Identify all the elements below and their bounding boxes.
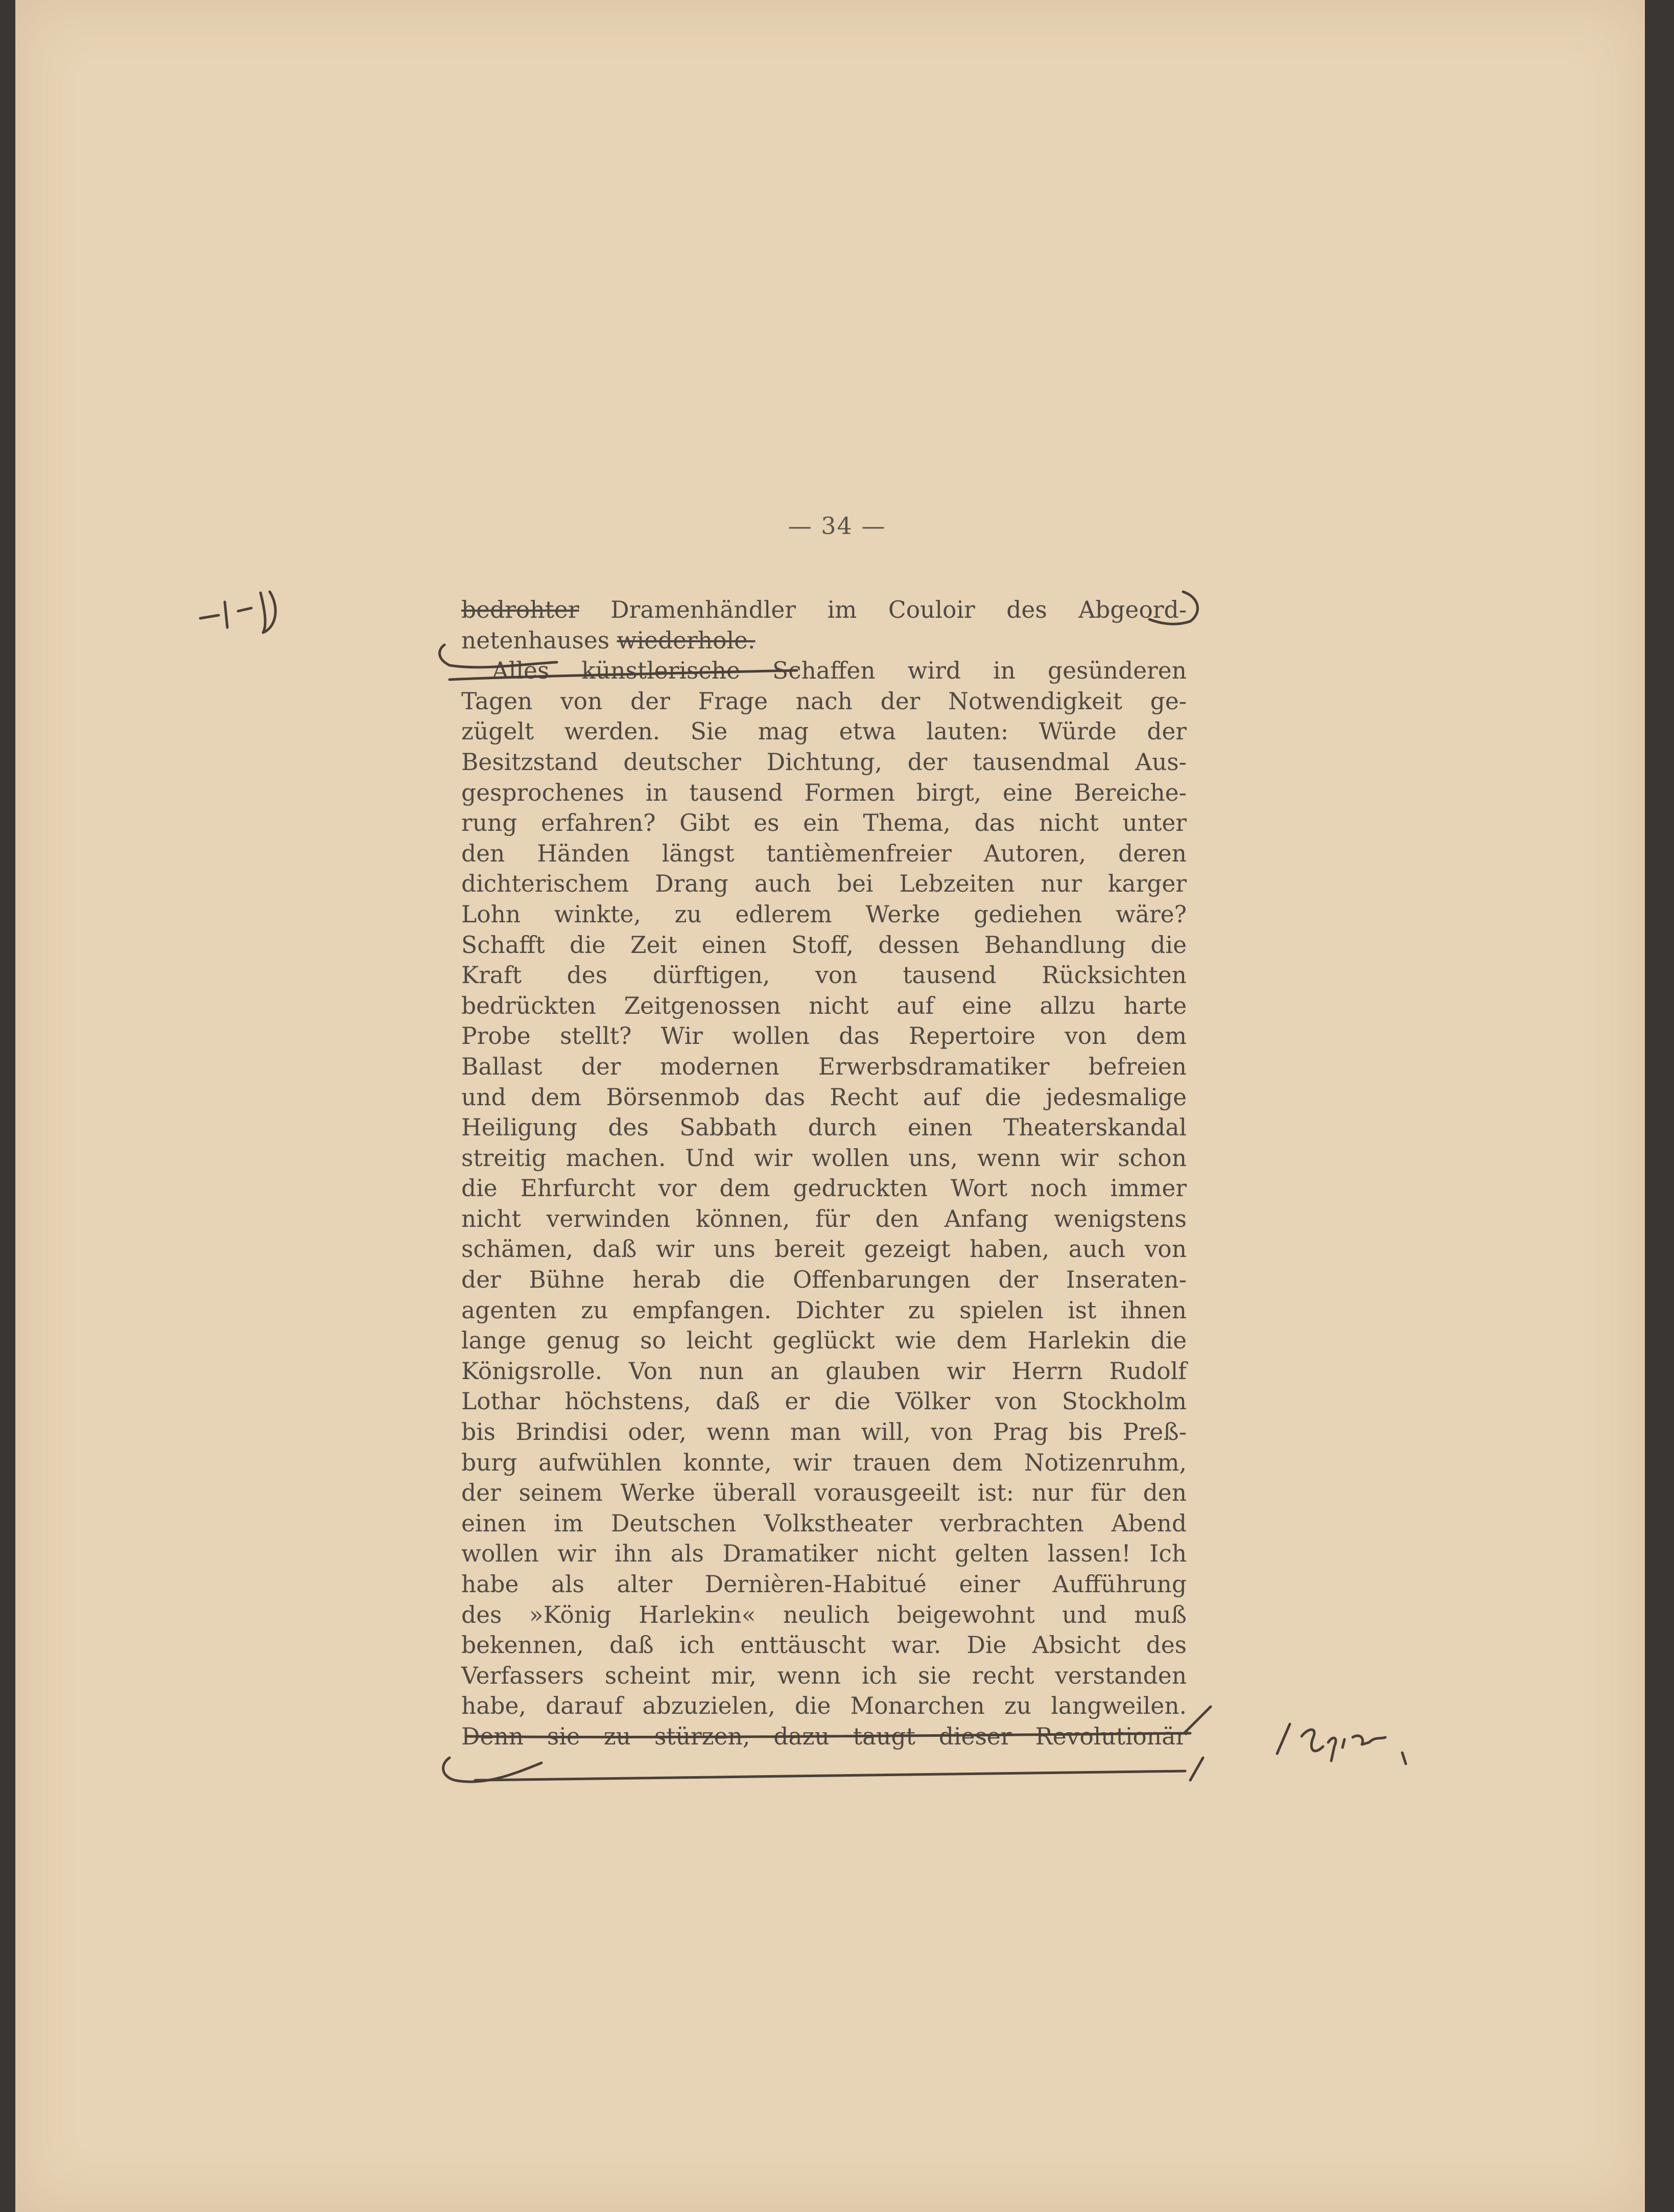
text-line: habe als alter Dernièren-Habitué einer Aufführung (461, 1571, 1187, 1598)
text-line: habe, darauf abzuzielen, die Monarchen zu langweilen. (461, 1692, 1187, 1720)
text-line: bekennen, daß ich enttäuscht war. Die Absicht des (461, 1632, 1187, 1659)
text-line: einen im Deutschen Volkstheater verbrachten Abend (461, 1509, 1187, 1537)
text-line: rung erfahren? Gibt es ein Thema, das nicht unter (461, 809, 1187, 837)
text-line: Verfassers scheint mir, wenn ich sie recht verstanden (461, 1662, 1187, 1689)
text-line: bedrückten Zeitgenossen nicht auf eine allzu harte (461, 992, 1187, 1019)
text-line: agenten zu empfangen. Dichter zu spielen ist ihnen (461, 1296, 1187, 1324)
text-line: nicht verwinden können, für den Anfang wenigstens (461, 1205, 1187, 1232)
text-line: Denn sie zu stürzen, dazu taugt dieser Revolutionär (461, 1722, 1187, 1750)
margin-handwriting (1277, 1724, 1406, 1764)
text-line: streitig machen. Und wir wollen uns, wenn wir schon (461, 1144, 1187, 1172)
page-number: — 34 — (788, 512, 886, 540)
text-line: des »König Harlekin« neulich beigewohnt und muß (461, 1601, 1187, 1628)
text-line: Ballast der modernen Erwerbsdramatiker befreien (461, 1053, 1187, 1080)
proof-connector (450, 670, 797, 680)
text-line: Lothar höchstens, daß er die Völker von Stockholm (461, 1388, 1187, 1415)
text-line: bis Brindisi oder, wenn man will, von Prag bis Preß- (461, 1418, 1187, 1446)
text-line: Alles künstlerische Schaffen wird in gesünderen (492, 657, 1187, 685)
text-line: Besitzstand deutscher Dichtung, der tausendmal Aus- (461, 748, 1187, 776)
text-fragment: netenhauses (461, 626, 617, 654)
text-fragment: Dramenhändler im Couloir des Abgeord- (579, 596, 1187, 623)
text-line: dichterischem Drang auch bei Lebzeiten nur karger (461, 870, 1187, 898)
text-line: lange genug so leicht geglückt wie dem Harlekin die (461, 1327, 1187, 1355)
text-line: Königsrolle. Von nun an glauben wir Herrn Rudolf (461, 1357, 1187, 1385)
text-line: Probe stellt? Wir wollen das Repertoire von dem (461, 1022, 1187, 1050)
proof-bracket-left (440, 645, 557, 667)
text-line: Lohn winkte, zu edlerem Werke gediehen wäre? (461, 900, 1187, 928)
text-line: der seinem Werke überall vorausgeeilt ist: nur für den (461, 1479, 1187, 1507)
text-line: den Händen längst tantièmenfreier Autoren, deren (461, 840, 1187, 867)
text-line: zügelt werden. Sie mag etwa lauten: Würde der (461, 718, 1187, 746)
text-line: Tagen von der Frage nach der Notwendigkeit ge- (461, 687, 1187, 715)
text-line: schämen, daß wir uns bereit gezeigt haben, auch von (461, 1236, 1187, 1263)
bracket-last-line (443, 1758, 541, 1782)
text-line: Schafft die Zeit einen Stoff, dessen Behandlung die (461, 931, 1187, 959)
underline-line-2 (475, 1771, 1185, 1780)
margin-proof-mark (200, 592, 275, 633)
text-line: gesprochenes in tausend Formen birgt, eine Bereiche- (461, 779, 1187, 806)
text-line: burg aufwühlen konnte, wir trauen dem Notizenruhm, (461, 1449, 1187, 1476)
text-line: wollen wir ihn als Dramatiker nicht gelten lassen! Ich (461, 1540, 1187, 1568)
struck-word: bedrohter (461, 596, 579, 623)
text-line: der Bühne herab die Offenbarungen der Inseraten- (461, 1266, 1187, 1294)
text-line: Kraft des dürftigen, von tausend Rücksichten (461, 962, 1187, 989)
struck-word: wiederhole. (617, 626, 756, 654)
text-line: und dem Börsenmob das Recht auf die jedesmalige (461, 1083, 1187, 1111)
proof-bracket-right (1149, 592, 1197, 624)
insertion-slash (1184, 1707, 1211, 1780)
text-line: Heiligung des Sabbath durch einen Theaterskandal (461, 1114, 1187, 1142)
underline-line-1 (466, 1733, 1190, 1737)
text-line: die Ehrfurcht vor dem gedruckten Wort noch immer (461, 1175, 1187, 1202)
